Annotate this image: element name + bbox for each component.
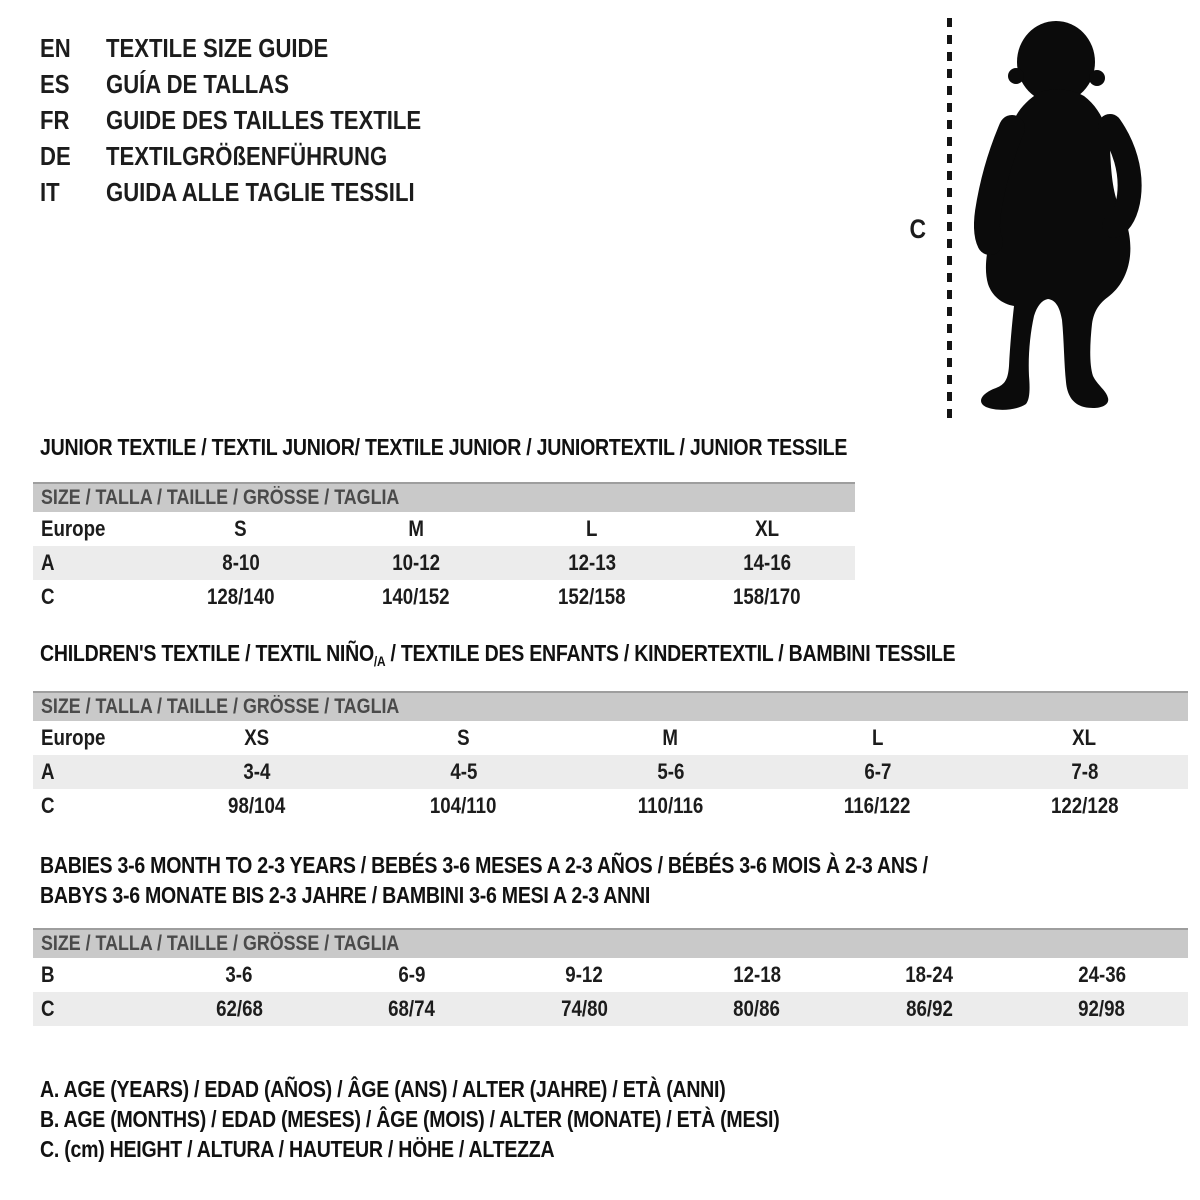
language-row-fr	[40, 102, 477, 138]
children-section-title: CHILDREN'S TEXTILE / TEXTIL $NIÑO_{/A}$ / TEXTILE DES ENFANTS / KINDERTEXTIL / BAMBINI TESSILE	[40, 640, 956, 669]
row-label: A	[41, 759, 55, 784]
table-cell: XL	[755, 516, 780, 541]
table-row-height	[33, 580, 855, 614]
toddler-silhouette-icon	[974, 16, 1146, 416]
table-cell: 4-5	[449, 759, 478, 784]
table-cell: 140/152	[382, 584, 451, 609]
babies-size-table	[33, 928, 1188, 1026]
junior-section-title: JUNIOR TEXTILE / TEXTIL JUNIOR/ TEXTILE JUNIOR / JUNIORTEXTIL / JUNIOR TESSILE	[40, 434, 848, 460]
table-cell: 12-18	[732, 962, 781, 987]
title-subscript: /A	[373, 653, 386, 669]
language-code: IT	[40, 176, 60, 207]
table-row-age	[33, 755, 1188, 789]
table-header: SIZE / TALLA / TAILLE / GRÖSSE / TAGLIA	[33, 691, 1188, 721]
table-cell: 80/86	[733, 996, 781, 1021]
table-header: SIZE / TALLA / TAILLE / GRÖSSE / TAGLIA	[33, 482, 855, 512]
table-row-height	[33, 992, 1188, 1026]
table-cell: 128/140	[206, 584, 275, 609]
table-row-age-months	[33, 958, 1188, 992]
language-code: ES	[40, 68, 70, 99]
table-cell: 18-24	[905, 962, 954, 987]
legend-line-c: C. (cm) HEIGHT / ALTURA / HAUTEUR / HÖHE / ALTEZZA	[40, 1136, 555, 1162]
row-label: C	[41, 793, 55, 818]
children-size-table	[33, 691, 1188, 823]
junior-size-table	[33, 482, 855, 614]
table-cell: 116/122	[844, 793, 911, 818]
legend-line-b: B. AGE (MONTHS) / EDAD (MESES) / ÂGE (MOIS) / ALTER (MONATE) / ETÀ (MESI)	[40, 1106, 780, 1132]
table-cell: 10-12	[392, 550, 441, 575]
table-cell: 122/128	[1050, 793, 1119, 818]
table-cell: 86/92	[905, 996, 953, 1021]
table-cell: 6-7	[863, 759, 892, 784]
table-row-height	[33, 789, 1188, 823]
language-code: DE	[40, 140, 71, 171]
table-cell: 7-8	[1070, 759, 1099, 784]
table-cell: 24-36	[1077, 962, 1126, 987]
language-code: FR	[40, 104, 70, 135]
table-cell: 110/116	[637, 793, 704, 818]
language-row-es	[40, 66, 477, 102]
row-label: Europe	[41, 516, 106, 541]
table-cell: XL	[1072, 725, 1097, 750]
language-row-de	[40, 138, 477, 174]
measure-legend	[40, 1074, 910, 1164]
height-measure-label: C	[909, 214, 927, 244]
language-title: GUÍA DE TALLAS	[106, 68, 289, 99]
table-cell: XS	[244, 725, 269, 750]
table-cell: 8-10	[222, 550, 260, 575]
table-cell: S	[234, 516, 247, 541]
table-cell: L	[586, 516, 598, 541]
table-cell: 92/98	[1078, 996, 1126, 1021]
table-cell: M	[662, 725, 679, 750]
table-cell: M	[408, 516, 425, 541]
table-cell: 14-16	[743, 550, 792, 575]
table-cell: L	[871, 725, 884, 750]
language-title: GUIDA ALLE TAGLIE TESSILI	[106, 176, 415, 207]
language-code: EN	[40, 32, 71, 63]
table-cell: S	[457, 725, 470, 750]
babies-section-title: BABIES 3-6 MONTH TO 2-3 YEARS / BEBÉS 3-6 MESES A 2-3 AÑOS / BÉBÉS 3-6 MOIS À 2-3 ANS / BABYS 3-6 MONATE BIS 2-3 JAHRE / BAMBINI 3-6 MESI A 2-3 ANNI	[40, 852, 928, 908]
table-cell: 3-4	[242, 759, 271, 784]
language-title: TEXTILGRÖßENFÜHRUNG	[106, 140, 388, 171]
table-cell: 104/110	[430, 793, 497, 818]
table-cell: 158/170	[733, 584, 802, 609]
language-title: GUIDE DES TAILLES TEXTILE	[106, 104, 422, 135]
row-label: C	[41, 996, 55, 1021]
table-cell: 5-6	[656, 759, 685, 784]
table-row-europe	[33, 512, 855, 546]
table-header: SIZE / TALLA / TAILLE / GRÖSSE / TAGLIA	[33, 928, 1188, 958]
table-cell: 68/74	[388, 996, 436, 1021]
language-row-it	[40, 174, 477, 210]
language-list	[40, 30, 477, 210]
table-cell: 12-13	[567, 550, 616, 575]
row-label: A	[41, 550, 55, 575]
table-cell: 74/80	[560, 996, 608, 1021]
height-dashed-line	[947, 18, 952, 420]
language-row-en	[40, 30, 477, 66]
height-measure-figure	[900, 14, 1160, 424]
table-cell: 9-12	[565, 962, 603, 987]
table-cell: 3-6	[225, 962, 253, 987]
row-label: C	[41, 584, 55, 609]
row-label: B	[41, 962, 55, 987]
table-row-age	[33, 546, 855, 580]
table-cell: 62/68	[215, 996, 263, 1021]
legend-line-a: A. AGE (YEARS) / EDAD (AÑOS) / ÂGE (ANS) / ALTER (JAHRE) / ETÀ (ANNI)	[40, 1076, 726, 1102]
table-cell: 152/158	[557, 584, 626, 609]
table-cell: 6-9	[398, 962, 426, 987]
table-row-europe	[33, 721, 1188, 755]
row-label: Europe	[41, 725, 106, 750]
language-title: TEXTILE SIZE GUIDE	[106, 32, 329, 63]
table-cell: 98/104	[227, 793, 286, 818]
